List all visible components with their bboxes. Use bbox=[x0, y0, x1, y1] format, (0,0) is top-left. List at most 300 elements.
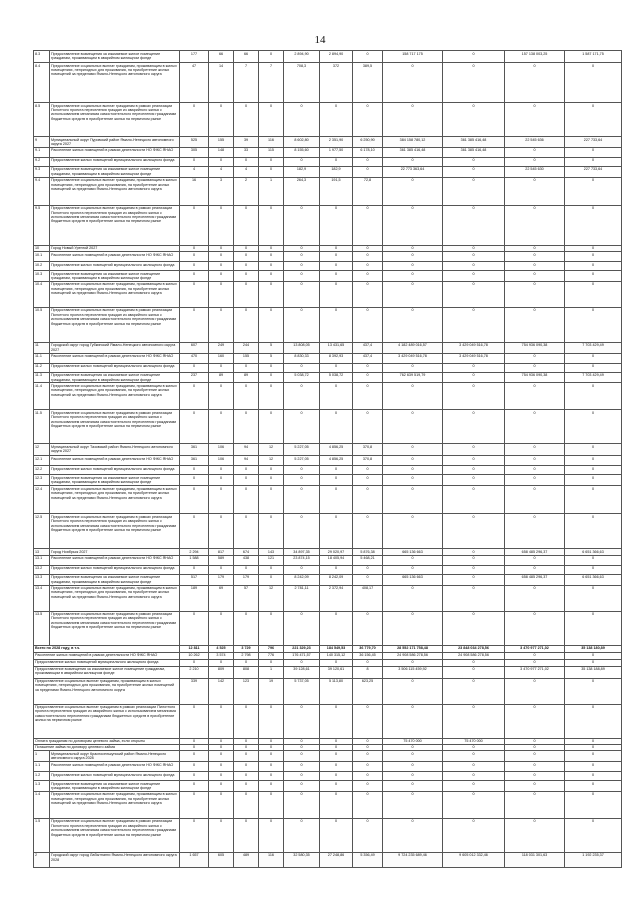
cell-value: 0 bbox=[505, 744, 565, 750]
cell-value: 0 bbox=[259, 410, 284, 444]
row-code: 9.2 bbox=[34, 157, 50, 166]
cell-value: 0 bbox=[180, 659, 209, 666]
row-code: 10.1 bbox=[34, 252, 50, 262]
cell-value: 0 bbox=[234, 252, 259, 262]
cell-value: 0 bbox=[259, 51, 284, 63]
cell-value: 0 bbox=[443, 281, 505, 307]
cell-value: 0 bbox=[505, 486, 565, 514]
cell-value: 0 bbox=[505, 475, 565, 486]
row-description: Погашение займа по договору целевого займа bbox=[34, 744, 180, 750]
cell-value: 0 bbox=[565, 475, 622, 486]
cell-value: 0 bbox=[383, 281, 443, 307]
cell-value: 1 bbox=[259, 177, 284, 205]
cell-value: 665 136 663 bbox=[383, 574, 443, 585]
cell-value: 8 155,60 bbox=[284, 147, 320, 157]
cell-value: 1 192 235,37 bbox=[565, 852, 622, 867]
row-code: 10.5 bbox=[34, 307, 50, 342]
cell-value: 658 485 296,37 bbox=[505, 574, 565, 585]
cell-value: 39 128,61 bbox=[284, 666, 320, 678]
cell-value: 0 bbox=[383, 704, 443, 738]
cell-value: 0 bbox=[284, 818, 320, 852]
cell-value: 0 bbox=[320, 611, 353, 645]
cell-value: 0 bbox=[259, 166, 284, 177]
cell-value: 0 bbox=[443, 762, 505, 772]
row-description: Предоставление социальных выплат гражданам, проживающим в жилых помещениях, непригодных для проживания, на приобретение жилых помещений за пределами Ямало-Ненецкого автономного округа bbox=[50, 585, 180, 611]
cell-value: 0 bbox=[443, 475, 505, 486]
cell-value: 0 bbox=[443, 466, 505, 475]
cell-value: 5 038,72 bbox=[284, 372, 320, 383]
cell-value: 0 bbox=[383, 762, 443, 772]
cell-value: 0 bbox=[353, 772, 383, 781]
cell-value: 47 bbox=[180, 63, 209, 103]
cell-value: 0 bbox=[180, 704, 209, 738]
row-description: Всего по 2028 году, в т.ч. bbox=[34, 645, 180, 652]
cell-value: 36 156,45 bbox=[353, 652, 383, 659]
row-description: Муниципальный округ Тазовский район Ямало-Ненецкого автономного округа 2027 bbox=[50, 444, 180, 456]
cell-value: 0 bbox=[505, 659, 565, 666]
cell-value: 0 bbox=[209, 410, 234, 444]
cell-value: 0 bbox=[180, 271, 209, 282]
page-number: 14 bbox=[314, 34, 326, 46]
row-code: 13.3 bbox=[34, 574, 50, 585]
cell-value: 0 bbox=[353, 157, 383, 166]
cell-value: 115 bbox=[259, 147, 284, 157]
row-description: Предоставление жилых помещений муниципального жилищного фонда bbox=[50, 363, 180, 372]
row-code: 8.4 bbox=[34, 63, 50, 103]
cell-value: 5 356,49 bbox=[353, 852, 383, 867]
cell-value: 0 bbox=[565, 744, 622, 750]
cell-value: 5 113,80 bbox=[320, 678, 353, 704]
table-row bbox=[34, 157, 622, 166]
cell-value: 0 bbox=[234, 781, 259, 792]
cell-value: 0 bbox=[180, 772, 209, 781]
cell-value: 121 bbox=[259, 555, 284, 565]
row-description: Предоставление жилых помещений муниципального жилищного фонда bbox=[50, 262, 180, 271]
cell-value: 0 bbox=[180, 252, 209, 262]
row-code: 1 bbox=[34, 751, 50, 762]
cell-value: 0 bbox=[180, 103, 209, 137]
cell-value: 0 bbox=[234, 281, 259, 307]
cell-value: 0 bbox=[180, 514, 209, 549]
cell-value: 3 429 049 516,78 bbox=[443, 342, 505, 353]
cell-value: 0 bbox=[383, 818, 443, 852]
cell-value: 0 bbox=[353, 514, 383, 549]
cell-value: 0 bbox=[565, 659, 622, 666]
cell-value: 0 bbox=[209, 271, 234, 282]
row-description: Предоставление социальных выплат гражданам в рамках реализации Пилотного проекта переселения граждан из аварийного жилья с использованием механизма самостоятельного переселения гражданами бюджетных средств в приобретение жилья на первичном рынке bbox=[50, 205, 180, 245]
cell-value: 0 bbox=[180, 466, 209, 475]
cell-value: 0 bbox=[284, 363, 320, 372]
row-description: Предоставление социальных выплат гражданам в рамках реализации Пилотного проекта переселения граждан из аварийного жилья с использованием механизма самостоятельного переселения гражданами бюджетных средств в приобретение жилья на первичном рынке bbox=[50, 514, 180, 549]
table-row bbox=[34, 177, 622, 205]
cell-value: 305 bbox=[180, 147, 209, 157]
cell-value: 1 977,50 bbox=[320, 147, 353, 157]
cell-value: 179 bbox=[209, 574, 234, 585]
cell-value: 0 bbox=[284, 791, 320, 818]
cell-value: 0 bbox=[353, 659, 383, 666]
cell-value: 370,8 bbox=[353, 456, 383, 466]
cell-value: 176 471,57 bbox=[284, 652, 320, 659]
cell-value: 0 bbox=[443, 262, 505, 271]
cell-value: 75 470 000 bbox=[443, 738, 505, 744]
cell-value: 0 bbox=[443, 574, 505, 585]
cell-value: 0 bbox=[353, 262, 383, 271]
cell-value: 0 bbox=[505, 147, 565, 157]
cell-value: 0 bbox=[320, 762, 353, 772]
cell-value: 0 bbox=[505, 738, 565, 744]
cell-value: 14 bbox=[209, 63, 234, 103]
cell-value: 27 248,86 bbox=[320, 852, 353, 867]
cell-value: 0 bbox=[383, 157, 443, 166]
cell-value: 4 525 bbox=[209, 645, 234, 652]
cell-value: 0 bbox=[383, 555, 443, 565]
row-description: Предоставление социальных выплат гражданам в рамках реализации Пилотного проекта переселения граждан из аварийного жилья с использованием механизма самостоятельного переселения гражданами бюджетных средств в приобретение жилья на первичном рынке bbox=[50, 103, 180, 137]
cell-value: 2 294 bbox=[180, 549, 209, 555]
cell-value: 0 bbox=[443, 744, 505, 750]
cell-value: 0 bbox=[443, 252, 505, 262]
cell-value: 0 bbox=[320, 744, 353, 750]
cell-value: 0 bbox=[565, 383, 622, 410]
cell-value: 0 bbox=[209, 475, 234, 486]
cell-value: 0 bbox=[565, 818, 622, 852]
row-code: 1.2 bbox=[34, 772, 50, 781]
cell-value: 0 bbox=[259, 157, 284, 166]
cell-value: 658 485 296,37 bbox=[505, 549, 565, 555]
cell-value: 0 bbox=[383, 262, 443, 271]
cell-value: 0 bbox=[320, 514, 353, 549]
cell-value: 0 bbox=[320, 383, 353, 410]
cell-value: 0 bbox=[353, 51, 383, 63]
cell-value: 0 bbox=[505, 410, 565, 444]
cell-value: 0 bbox=[320, 466, 353, 475]
cell-value: 66 bbox=[209, 51, 234, 63]
cell-value: 0 bbox=[259, 383, 284, 410]
cell-value: 5 876,38 bbox=[353, 549, 383, 555]
cell-value: 249 bbox=[209, 342, 234, 353]
cell-value: 0 bbox=[320, 486, 353, 514]
cell-value: 0 bbox=[383, 791, 443, 818]
cell-value: 0 bbox=[284, 744, 320, 750]
cell-value: 0 bbox=[209, 751, 234, 762]
cell-value: 0 bbox=[209, 514, 234, 549]
cell-value: 0 bbox=[565, 791, 622, 818]
row-description: Оплата гражданам по договорам целевого займа, если открыты bbox=[34, 738, 180, 744]
cell-value: 0 bbox=[353, 751, 383, 762]
cell-value: 0 bbox=[505, 383, 565, 410]
cell-value: 0 bbox=[284, 281, 320, 307]
cell-value: 0 bbox=[565, 281, 622, 307]
cell-value: 0 bbox=[443, 456, 505, 466]
cell-value: 34 897,35 bbox=[284, 549, 320, 555]
cell-value: 0 bbox=[180, 363, 209, 372]
cell-value: 0 bbox=[284, 565, 320, 574]
cell-value: 0 bbox=[443, 704, 505, 738]
cell-value: 0 bbox=[565, 772, 622, 781]
cell-value: 0 bbox=[209, 103, 234, 137]
row-description: Город Новый Уренгой 2027 bbox=[50, 245, 180, 251]
cell-value: 89 bbox=[234, 372, 259, 383]
cell-value: 1 587 171,75 bbox=[565, 51, 622, 63]
cell-value: 189 bbox=[180, 585, 209, 611]
cell-value: 0 bbox=[259, 372, 284, 383]
cell-value: 0 bbox=[180, 744, 209, 750]
cell-value: 8 242,09 bbox=[320, 574, 353, 585]
cell-value: 0 bbox=[443, 565, 505, 574]
cell-value: 12 811 bbox=[180, 645, 209, 652]
row-code: 1.4 bbox=[34, 791, 50, 818]
row-description: Предоставление жилых помещений муниципального жилищного фонда bbox=[34, 659, 180, 666]
cell-value: 0 bbox=[234, 363, 259, 372]
cell-value: 6 178,10 bbox=[353, 147, 383, 157]
table-row bbox=[34, 252, 622, 262]
cell-value: 69 bbox=[209, 585, 234, 611]
row-description: Предоставление возмещения за изымаемое жилое помещение гражданам, проживающим в аварийном жилищном фонде bbox=[50, 271, 180, 282]
cell-value: 155 bbox=[209, 137, 234, 148]
table-row bbox=[34, 281, 622, 307]
cell-value: 674 bbox=[234, 549, 259, 555]
row-description: Предоставление социальных выплат гражданам в рамках реализации Пилотного проекта переселения граждан из аварийного жилья с использованием механизма самостоятельного переселения гражданами бюджетных средств в приобретение жилья на первичном рынке bbox=[50, 818, 180, 852]
cell-value: 0 bbox=[259, 565, 284, 574]
cell-value: 0 bbox=[443, 372, 505, 383]
cell-value: 5 468,21 bbox=[353, 555, 383, 565]
cell-value: 384 158 780,12 bbox=[383, 137, 443, 148]
cell-value: 0 bbox=[565, 762, 622, 772]
cell-value: 0 bbox=[443, 514, 505, 549]
row-description: Предоставление социальных выплат гражданам в рамках реализации Пилотного проекта переселения граждан из аварийного жилья с использованием механизма самостоятельного переселения гражданами бюджетных средств в приобретение жилья на первичном рынке bbox=[34, 704, 180, 738]
cell-value: 0 bbox=[320, 818, 353, 852]
cell-value: 148 bbox=[209, 147, 234, 157]
table-row bbox=[34, 205, 622, 245]
cell-value: 0 bbox=[505, 252, 565, 262]
cell-value: 489 bbox=[234, 852, 259, 867]
table-row bbox=[34, 565, 622, 574]
row-code: 12.4 bbox=[34, 486, 50, 514]
cell-value: 0 bbox=[443, 245, 505, 251]
cell-value: 0 bbox=[505, 791, 565, 818]
row-code: 12.5 bbox=[34, 514, 50, 549]
cell-value: 0 bbox=[320, 565, 353, 574]
cell-value: 0 bbox=[505, 611, 565, 645]
cell-value: 13 808,05 bbox=[284, 342, 320, 353]
cell-value: 0 bbox=[320, 410, 353, 444]
table-row bbox=[34, 372, 622, 383]
cell-value: 0 bbox=[320, 751, 353, 762]
cell-value: 18 405,94 bbox=[320, 555, 353, 565]
cell-value: 0 bbox=[209, 744, 234, 750]
cell-value: 0 bbox=[259, 262, 284, 271]
cell-value: 0 bbox=[234, 245, 259, 251]
cell-value: 0 bbox=[353, 744, 383, 750]
cell-value: 0 bbox=[353, 781, 383, 792]
cell-value: 0 bbox=[320, 738, 353, 744]
cell-value: 39 bbox=[234, 137, 259, 148]
cell-value: 75 470 000 bbox=[383, 738, 443, 744]
cell-value: 0 bbox=[209, 704, 234, 738]
table-row bbox=[34, 486, 622, 514]
cell-value: 0 bbox=[443, 363, 505, 372]
cell-value: 7 bbox=[234, 63, 259, 103]
cell-value: 227 733,64 bbox=[565, 166, 622, 177]
row-code: 11.5 bbox=[34, 410, 50, 444]
cell-value: 361 bbox=[180, 456, 209, 466]
cell-value: 0 bbox=[234, 383, 259, 410]
cell-value: 89 bbox=[209, 372, 234, 383]
cell-value: 0 bbox=[353, 466, 383, 475]
cell-value: 36 779,70 bbox=[353, 645, 383, 652]
cell-value: 244 bbox=[234, 342, 259, 353]
cell-value: 0 bbox=[565, 555, 622, 565]
row-description: Предоставление жилых помещений муниципального жилищного фонда bbox=[50, 772, 180, 781]
resettlement-table bbox=[33, 50, 622, 868]
cell-value: 0 bbox=[383, 565, 443, 574]
row-description: Городской округ город Губкинский Ямало-Ненецкого автономного округа 2027 bbox=[50, 342, 180, 353]
cell-value: 23 874,15 bbox=[284, 555, 320, 565]
row-code: 11.2 bbox=[34, 363, 50, 372]
cell-value: 0 bbox=[353, 383, 383, 410]
cell-value: 0 bbox=[259, 281, 284, 307]
cell-value: 370,8 bbox=[353, 444, 383, 456]
cell-value: 0 bbox=[505, 353, 565, 363]
cell-value: 0 bbox=[505, 772, 565, 781]
cell-value: 0 bbox=[320, 271, 353, 282]
cell-value: 607 bbox=[180, 342, 209, 353]
cell-value: 0 bbox=[320, 475, 353, 486]
cell-value: 0 bbox=[443, 271, 505, 282]
cell-value: 0 bbox=[259, 659, 284, 666]
cell-value: 361 385 416,48 bbox=[443, 137, 505, 148]
cell-value: 0 bbox=[284, 271, 320, 282]
cell-value: 0 bbox=[234, 659, 259, 666]
cell-value: 22 773 363,64 bbox=[383, 166, 443, 177]
cell-value: 796 bbox=[259, 645, 284, 652]
cell-value: 0 bbox=[353, 738, 383, 744]
cell-value: 361 385 416,48 bbox=[443, 147, 505, 157]
cell-value: 28 552 171 758,48 bbox=[383, 645, 443, 652]
cell-value: 2 bbox=[234, 177, 259, 205]
row-description: Предоставление жилых помещений муниципального жилищного фонда bbox=[50, 565, 180, 574]
cell-value: 762 639 519,79 bbox=[383, 372, 443, 383]
cell-value: 0 bbox=[443, 781, 505, 792]
cell-value: 0 bbox=[505, 585, 565, 611]
cell-value: 525 bbox=[180, 137, 209, 148]
cell-value: 0 bbox=[284, 762, 320, 772]
cell-value: 0 bbox=[209, 791, 234, 818]
cell-value: 4 bbox=[180, 166, 209, 177]
row-description: Предоставление социальных выплат гражданам в рамках реализации Пилотного проекта переселения граждан из аварийного жилья с использованием механизма самостоятельного переселения гражданами бюджетных средств в приобретение жилья на первичном рынке bbox=[50, 611, 180, 645]
cell-value: 0 bbox=[565, 63, 622, 103]
row-code: 9 bbox=[34, 137, 50, 148]
cell-value: 0 bbox=[234, 611, 259, 645]
cell-value: 0 bbox=[209, 157, 234, 166]
cell-value: 0 bbox=[565, 157, 622, 166]
table-row bbox=[34, 103, 622, 137]
cell-value: 0 bbox=[565, 678, 622, 704]
cell-value: 0 bbox=[443, 410, 505, 444]
cell-value: 0 bbox=[565, 410, 622, 444]
cell-value: 0 bbox=[320, 307, 353, 342]
cell-value: 0 bbox=[505, 307, 565, 342]
cell-value: 155 bbox=[234, 353, 259, 363]
row-description: Расселение жилых помещений в рамках деятельности НО ФЖС ЯНАО bbox=[50, 555, 180, 565]
cell-value: 23 848 034 278,56 bbox=[443, 645, 505, 652]
cell-value: 0 bbox=[259, 514, 284, 549]
cell-value: 0 bbox=[180, 611, 209, 645]
cell-value: 0 bbox=[565, 738, 622, 744]
cell-value: 0 bbox=[443, 611, 505, 645]
cell-value: 0 bbox=[234, 762, 259, 772]
cell-value: 182,9 bbox=[320, 166, 353, 177]
cell-value: 0 bbox=[383, 611, 443, 645]
cell-value: 6 651 366,63 bbox=[565, 549, 622, 555]
cell-value: 2 894,90 bbox=[284, 51, 320, 63]
cell-value: 0 bbox=[383, 772, 443, 781]
cell-value: 0 bbox=[505, 245, 565, 251]
cell-value: 0 bbox=[284, 772, 320, 781]
cell-value: 3 729 bbox=[234, 645, 259, 652]
cell-value: 754 936 090,38 bbox=[505, 372, 565, 383]
row-description: Город Ноябрьск 2027 bbox=[50, 549, 180, 555]
cell-value: 361 385 416,48 bbox=[383, 147, 443, 157]
cell-value: 0 bbox=[565, 585, 622, 611]
row-code: 11.1 bbox=[34, 353, 50, 363]
cell-value: 0 bbox=[505, 177, 565, 205]
row-code: 2 bbox=[34, 852, 50, 867]
summary-row bbox=[34, 666, 622, 678]
cell-value: 0 bbox=[284, 704, 320, 738]
cell-value: 339 bbox=[180, 678, 209, 704]
cell-value: 0 bbox=[505, 262, 565, 271]
cell-value: 0 bbox=[565, 781, 622, 792]
cell-value: 589 bbox=[209, 555, 234, 565]
cell-value: 142 bbox=[209, 678, 234, 704]
cell-value: 0 bbox=[284, 738, 320, 744]
cell-value: 8 bbox=[353, 666, 383, 678]
cell-value: 0 bbox=[180, 818, 209, 852]
cell-value: 8 242,09 bbox=[284, 574, 320, 585]
cell-value: 4 bbox=[234, 166, 259, 177]
cell-value: 0 bbox=[180, 475, 209, 486]
cell-value: 0 bbox=[353, 791, 383, 818]
cell-value: 29 020,97 bbox=[320, 549, 353, 555]
cell-value: 0 bbox=[565, 245, 622, 251]
cell-value: 0 bbox=[565, 514, 622, 549]
table-row bbox=[34, 353, 622, 363]
cell-value: 754 936 090,38 bbox=[505, 342, 565, 353]
cell-value: 94 bbox=[234, 456, 259, 466]
cell-value: 2 210 bbox=[180, 666, 209, 678]
cell-value: 7 703 429,49 bbox=[565, 342, 622, 353]
cell-value: 0 bbox=[284, 245, 320, 251]
cell-value: 0 bbox=[383, 781, 443, 792]
cell-value: 0 bbox=[180, 307, 209, 342]
cell-value: 0 bbox=[565, 177, 622, 205]
cell-value: 2 351,90 bbox=[320, 137, 353, 148]
cell-value: 16 bbox=[180, 177, 209, 205]
cell-value: 39 120,61 bbox=[320, 666, 353, 678]
cell-value: 0 bbox=[234, 791, 259, 818]
cell-value: 0 bbox=[234, 744, 259, 750]
cell-value: 3 429 049 516,78 bbox=[443, 353, 505, 363]
cell-value: 0 bbox=[353, 475, 383, 486]
table-row bbox=[34, 456, 622, 466]
cell-value: 0 bbox=[180, 791, 209, 818]
cell-value: 0 bbox=[234, 271, 259, 282]
cell-value: 0 bbox=[383, 363, 443, 372]
table-row bbox=[34, 514, 622, 549]
cell-value: 4 182 489 016,57 bbox=[383, 342, 443, 353]
cell-value: 0 bbox=[284, 466, 320, 475]
summary-row bbox=[34, 678, 622, 704]
